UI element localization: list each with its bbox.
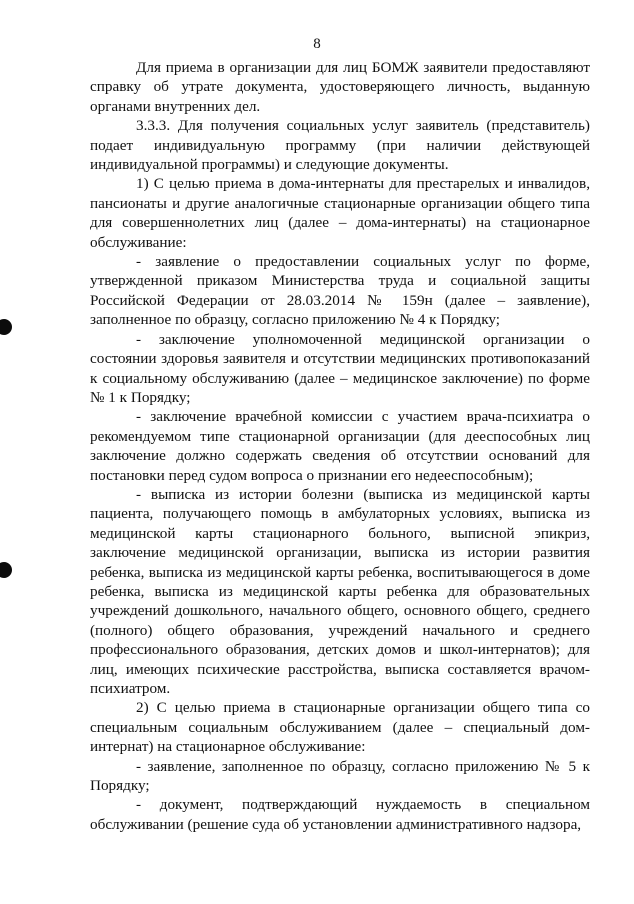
list-item-application: - заявление о предоставлении социальных услуг по форме, утвержденной приказом Министерства труда и социальной защиты Российской Федерации от 28.03.2014 № 159н (далее – заявление), заполненное по образцу, согласно приложению № 4 к Порядку; — [90, 253, 590, 329]
binder-hole-top — [0, 319, 12, 335]
paragraph-3-3-3: 3.3.3. Для получения социальных услуг заявитель (представитель) подает индивидуальную программу (при наличии действующей индивидуальной программы) и следующие документы. — [90, 117, 590, 174]
document-body — [90, 58, 590, 834]
list-item-commission-conclusion: - заключение врачебной комиссии с участием врача-психиатра о рекомендуемом типе стационарной организации (для дееспособных лиц заключение должно содержать сведения об отсутствии оснований для постановки перед судом вопроса о признании его недееспособным); — [90, 408, 590, 484]
list-item-medical-extract: - выписка из истории болезни (выписка из медицинской карты пациента, получающего помощь в амбулаторных условиях, выписка из медицинской карты стационарного больного, выписной эпикриз, заключение медицинской организации, выписка из истории развития ребенка, выписка из медицинской карты ребенка, воспитывающегося в доме ребенка, выписка из медицинской карты ребенка для образовательных учреждений дошкольного, начального общего, основного общего, среднего (полного) общего образования, учреждений начального и среднего профессионального образования, детских домов и школ-интернатов); для лиц, имеющих психические расстройства, выписка составляется врачом-психиатром. — [90, 485, 590, 697]
list-item-medical-conclusion: - заключение уполномоченной медицинской организации о состоянии здоровья заявителя и отсутствии медицинских противопоказаний к социальному обслуживанию (далее – медицинское заключение) по форме № 1 к Порядку; — [90, 330, 590, 406]
list-item-application-5: - заявление, заполненное по образцу, согласно приложению № 5 к Порядку; — [90, 757, 590, 795]
page-number: 8 — [313, 36, 321, 52]
binder-hole-bottom — [0, 562, 12, 578]
paragraph-item-1: 1) С целью приема в дома-интернаты для престарелых и инвалидов, пансионаты и другие аналогичные стационарные организации общего типа для совершеннолетних лиц (далее – дома-интернаты) на стационарное обслуживание: — [90, 175, 590, 251]
paragraph-bomzh-certificate: Для приема в организации для лиц БОМЖ заявители предоставляют справку об утрате документа, удостоверяющего личность, выданную органами внутренних дел. — [90, 59, 590, 115]
list-item-supporting-document: - документ, подтверждающий нуждаемость в специальном обслуживании (решение суда об установлении административного надзора, — [90, 796, 590, 833]
paragraph-item-2: 2) С целью приема в стационарные организации общего типа со специальным социальным обслуживанием (далее – специальный дом-интернат) на стационарное обслуживание: — [90, 699, 590, 756]
